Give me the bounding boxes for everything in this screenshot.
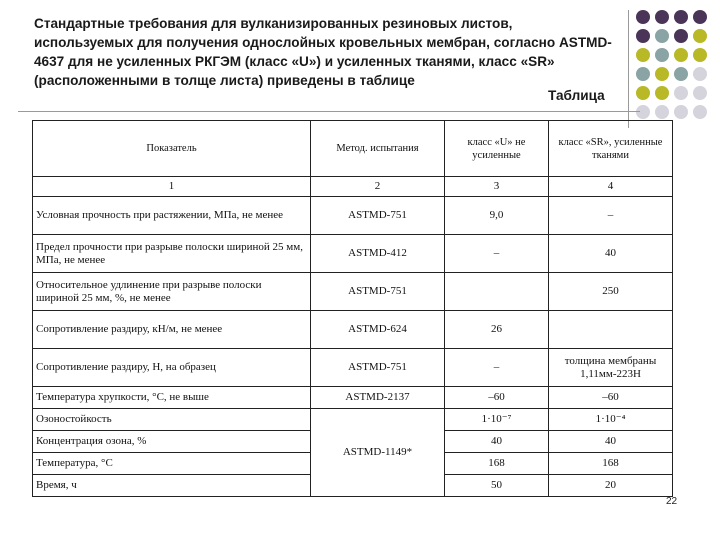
dot-olive	[655, 86, 669, 100]
col-number: 2	[311, 177, 445, 197]
class-sr-cell: 250	[549, 273, 673, 311]
class-sr-cell: –	[549, 197, 673, 235]
class-u-cell: 40	[445, 431, 549, 453]
class-sr-cell: толщина мембраны 1,11мм-223Н	[549, 349, 673, 387]
dot-olive	[636, 86, 650, 100]
dot-olive	[693, 29, 707, 43]
dot-olive	[674, 48, 688, 62]
header-method: Метод. испытания	[311, 121, 445, 177]
class-u-cell: –	[445, 235, 549, 273]
class-u-cell	[445, 273, 549, 311]
dot-gray	[655, 29, 669, 43]
decorative-horizontal-line	[18, 111, 640, 112]
dot-olive	[693, 48, 707, 62]
dot-light	[693, 67, 707, 81]
dot-gray	[655, 48, 669, 62]
dot-light	[636, 105, 650, 119]
table-row	[33, 311, 673, 349]
indicator-cell: Температура, °С	[33, 453, 311, 475]
class-sr-cell: 20	[549, 475, 673, 497]
method-cell: ASTMD-751	[311, 349, 445, 387]
indicator-cell: Время, ч	[33, 475, 311, 497]
indicator-cell: Сопротивление раздиру, кН/м, не менее	[33, 311, 311, 349]
ozone-method-cell: ASTMD-1149*	[311, 409, 445, 497]
dot-light	[674, 105, 688, 119]
table-row	[33, 273, 673, 311]
dot-light	[674, 86, 688, 100]
class-sr-cell	[549, 311, 673, 349]
table-header-row	[33, 121, 673, 177]
dot-purple	[674, 10, 688, 24]
col-number: 3	[445, 177, 549, 197]
method-cell: ASTMD-624	[311, 311, 445, 349]
table-row	[33, 197, 673, 235]
indicator-cell: Озоностойкость	[33, 409, 311, 431]
class-sr-cell: 40	[549, 235, 673, 273]
header-class-u: класс «U» не усиленные	[445, 121, 549, 177]
method-cell: ASTMD-412	[311, 235, 445, 273]
table-row	[33, 409, 673, 431]
header-class-sr: класс «SR», усиленные тканями	[549, 121, 673, 177]
class-u-cell: 1·10⁻⁷	[445, 409, 549, 431]
class-u-cell: 168	[445, 453, 549, 475]
method-cell: ASTMD-2137	[311, 387, 445, 409]
dot-purple	[693, 10, 707, 24]
table-row	[33, 235, 673, 273]
indicator-cell: Относительное удлинение при разрыве полоски шириной 25 мм, %, не менее	[33, 273, 311, 311]
class-sr-cell: 168	[549, 453, 673, 475]
table-caption: Таблица	[548, 88, 605, 103]
header-indicator: Показатель	[33, 121, 311, 177]
dot-purple	[655, 10, 669, 24]
class-u-cell: 50	[445, 475, 549, 497]
indicator-cell: Температура хрупкости, °С, не выше	[33, 387, 311, 409]
class-u-cell: –60	[445, 387, 549, 409]
dot-light	[655, 105, 669, 119]
dot-light	[693, 86, 707, 100]
indicator-cell: Сопротивление раздиру, Н, на образец	[33, 349, 311, 387]
indicator-cell: Предел прочности при разрыве полоски шириной 25 мм, МПа, не менее	[33, 235, 311, 273]
method-cell: ASTMD-751	[311, 273, 445, 311]
indicator-cell: Условная прочность при растяжении, МПа, не менее	[33, 197, 311, 235]
class-u-cell: –	[445, 349, 549, 387]
dot-purple	[674, 29, 688, 43]
col-number: 4	[549, 177, 673, 197]
class-u-cell: 9,0	[445, 197, 549, 235]
method-cell: ASTMD-751	[311, 197, 445, 235]
slide-title: Стандартные требования для вулканизированных резиновых листов, используемых для получения однослойных кровельных мембран, согласно ASTMD-4637 для не усиленных РКГЭМ (класс «U») и усиленных тканями, класс «SR» (расположенными в толще листа) приведены в таблице	[34, 16, 612, 88]
class-u-cell: 26	[445, 311, 549, 349]
dot-olive	[655, 67, 669, 81]
indicator-cell: Концентрация озона, %	[33, 431, 311, 453]
dot-purple	[636, 10, 650, 24]
column-number-row	[33, 177, 673, 197]
class-sr-cell: 40	[549, 431, 673, 453]
col-number: 1	[33, 177, 311, 197]
dot-olive	[636, 48, 650, 62]
dot-gray	[674, 67, 688, 81]
table-row	[33, 387, 673, 409]
page-number: 22	[666, 496, 678, 507]
class-sr-cell: –60	[549, 387, 673, 409]
dot-purple	[636, 29, 650, 43]
requirements-table	[32, 120, 673, 497]
table-row	[33, 349, 673, 387]
dot-light	[693, 105, 707, 119]
dot-gray	[636, 67, 650, 81]
class-sr-cell: 1·10⁻⁴	[549, 409, 673, 431]
